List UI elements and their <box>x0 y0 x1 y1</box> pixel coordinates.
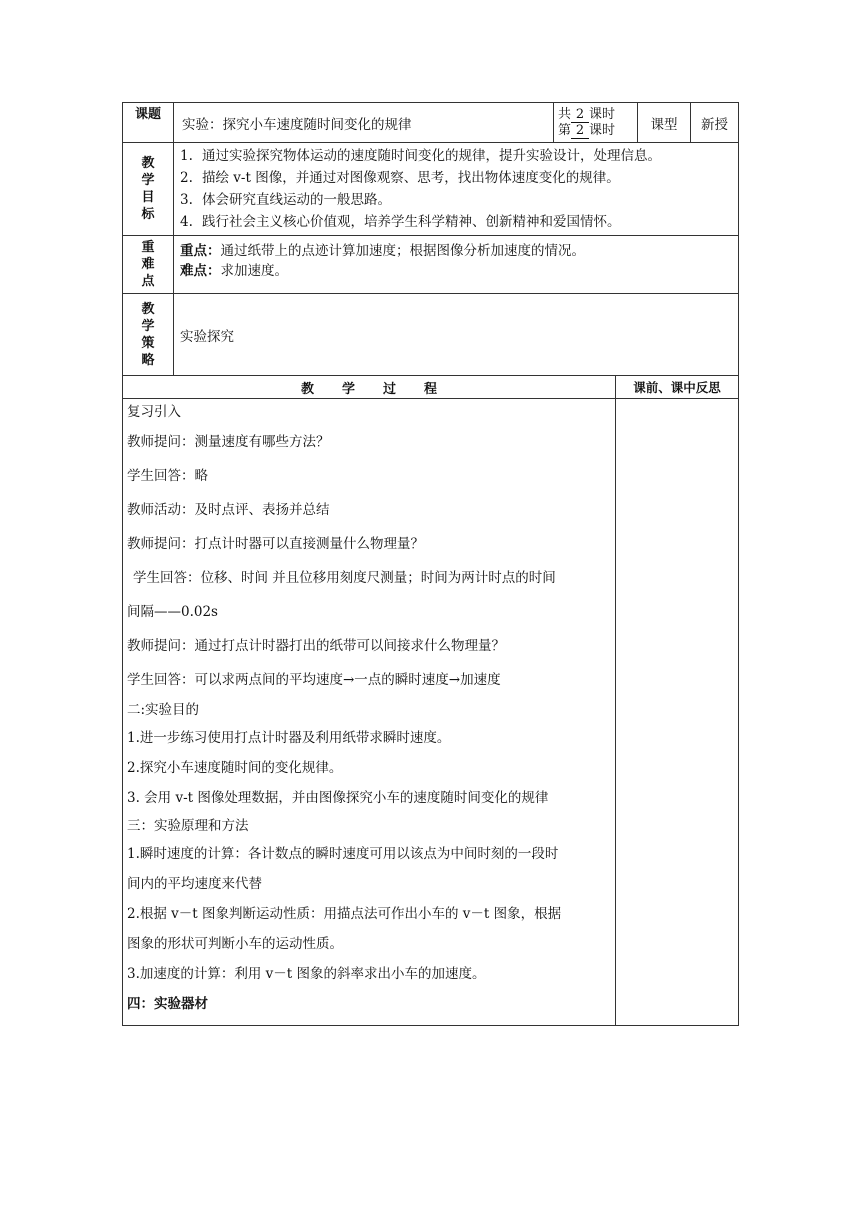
process-header: 教 学 过 程 <box>123 376 616 399</box>
strategy-label: 教 学 策 略 <box>123 294 174 376</box>
process-line: 1.进一步练习使用打点计时器及利用纸带求瞬时速度。 <box>127 730 451 746</box>
strategy-content: 实验探究 <box>174 294 739 376</box>
goal-item: 3. 体会研究直线运动的一般思路。 <box>180 192 391 208</box>
key-points-label: 重 难 点 <box>123 236 174 294</box>
difficult-point: 难点：求加速度。 <box>180 263 288 279</box>
process-line: 复习引入 <box>127 404 181 420</box>
process-header-row <box>123 376 739 399</box>
current-lesson: 第 2 课时 <box>558 122 616 138</box>
process-line: 间隔——0.02s <box>127 604 218 620</box>
process-line: 四：实验器材 <box>127 996 208 1012</box>
process-line: 1.瞬时速度的计算：各计数点的瞬时速度可用以该点为中间时刻的一段时 <box>127 846 559 862</box>
goal-item: 4. 践行社会主义核心价值观，培养学生科学精神、创新精神和爱国情怀。 <box>180 214 621 230</box>
process-line: 教师提问：测量速度有哪些方法？ <box>127 434 330 450</box>
goal-item: 2. 描绘 v-t 图像，并通过对图像观察、思考，找出物体速度变化的规律。 <box>180 170 620 186</box>
process-content-row <box>123 399 739 1026</box>
key-point: 重点：通过纸带上的点迹计算加速度；根据图像分析加速度的情况。 <box>180 243 585 259</box>
process-line: 三：实验原理和方法 <box>127 818 249 834</box>
topic-row <box>123 103 739 143</box>
process-line: 学生回答：位移、时间 并且位移用刻度尺测量；时间为两计时点的时间 <box>133 570 556 586</box>
reflection-header: 课前、课中反思 <box>616 376 739 399</box>
key-points-row <box>123 236 739 294</box>
process-line: 3.加速度的计算：利用 v－t 图象的斜率求出小车的加速度。 <box>127 966 486 982</box>
type-label: 课型 <box>638 103 691 143</box>
reflection-content <box>616 399 739 1026</box>
type-value: 新授 <box>691 103 739 143</box>
process-line: 教师提问：打点计时器可以直接测量什么物理量？ <box>127 536 424 552</box>
process-content <box>123 399 616 1026</box>
goal-item: 1. 通过实验探究物体运动的速度随时间变化的规律，提升实验设计，处理信息。 <box>180 148 661 164</box>
goals-row <box>123 143 739 236</box>
lesson-count <box>554 103 638 143</box>
process-line: 教师提问：通过打点计时器打出的纸带可以间接求什么物理量？ <box>127 638 505 654</box>
process-line: 教师活动：及时点评、表扬并总结 <box>127 502 330 518</box>
total-lessons: 共 2 课时 <box>558 106 616 122</box>
process-line: 学生回答：略 <box>127 468 208 484</box>
strategy-row <box>123 294 739 376</box>
topic-label: 课题 <box>123 103 174 143</box>
process-line: 2.探究小车速度随时间的变化规律。 <box>127 760 343 776</box>
lesson-plan-table <box>122 102 739 1026</box>
goals-label: 教 学 目 标 <box>123 143 174 236</box>
topic-value: 实验：探究小车速度随时间变化的规律 <box>174 103 554 143</box>
process-line: 图象的形状可判断小车的运动性质。 <box>127 936 343 952</box>
goals-content <box>174 143 739 236</box>
process-line: 3. 会用 v-t 图像处理数据，并由图像探究小车的速度随时间变化的规律 <box>127 790 549 806</box>
process-line: 间内的平均速度来代替 <box>127 876 262 892</box>
process-line: 二:实验目的 <box>127 702 200 718</box>
key-points-content <box>174 236 739 294</box>
process-line: 学生回答：可以求两点间的平均速度→一点的瞬时速度→加速度 <box>127 672 501 688</box>
process-line: 2.根据 v－t 图象判断运动性质：用描点法可作出小车的 v－t 图象，根据 <box>127 906 562 922</box>
